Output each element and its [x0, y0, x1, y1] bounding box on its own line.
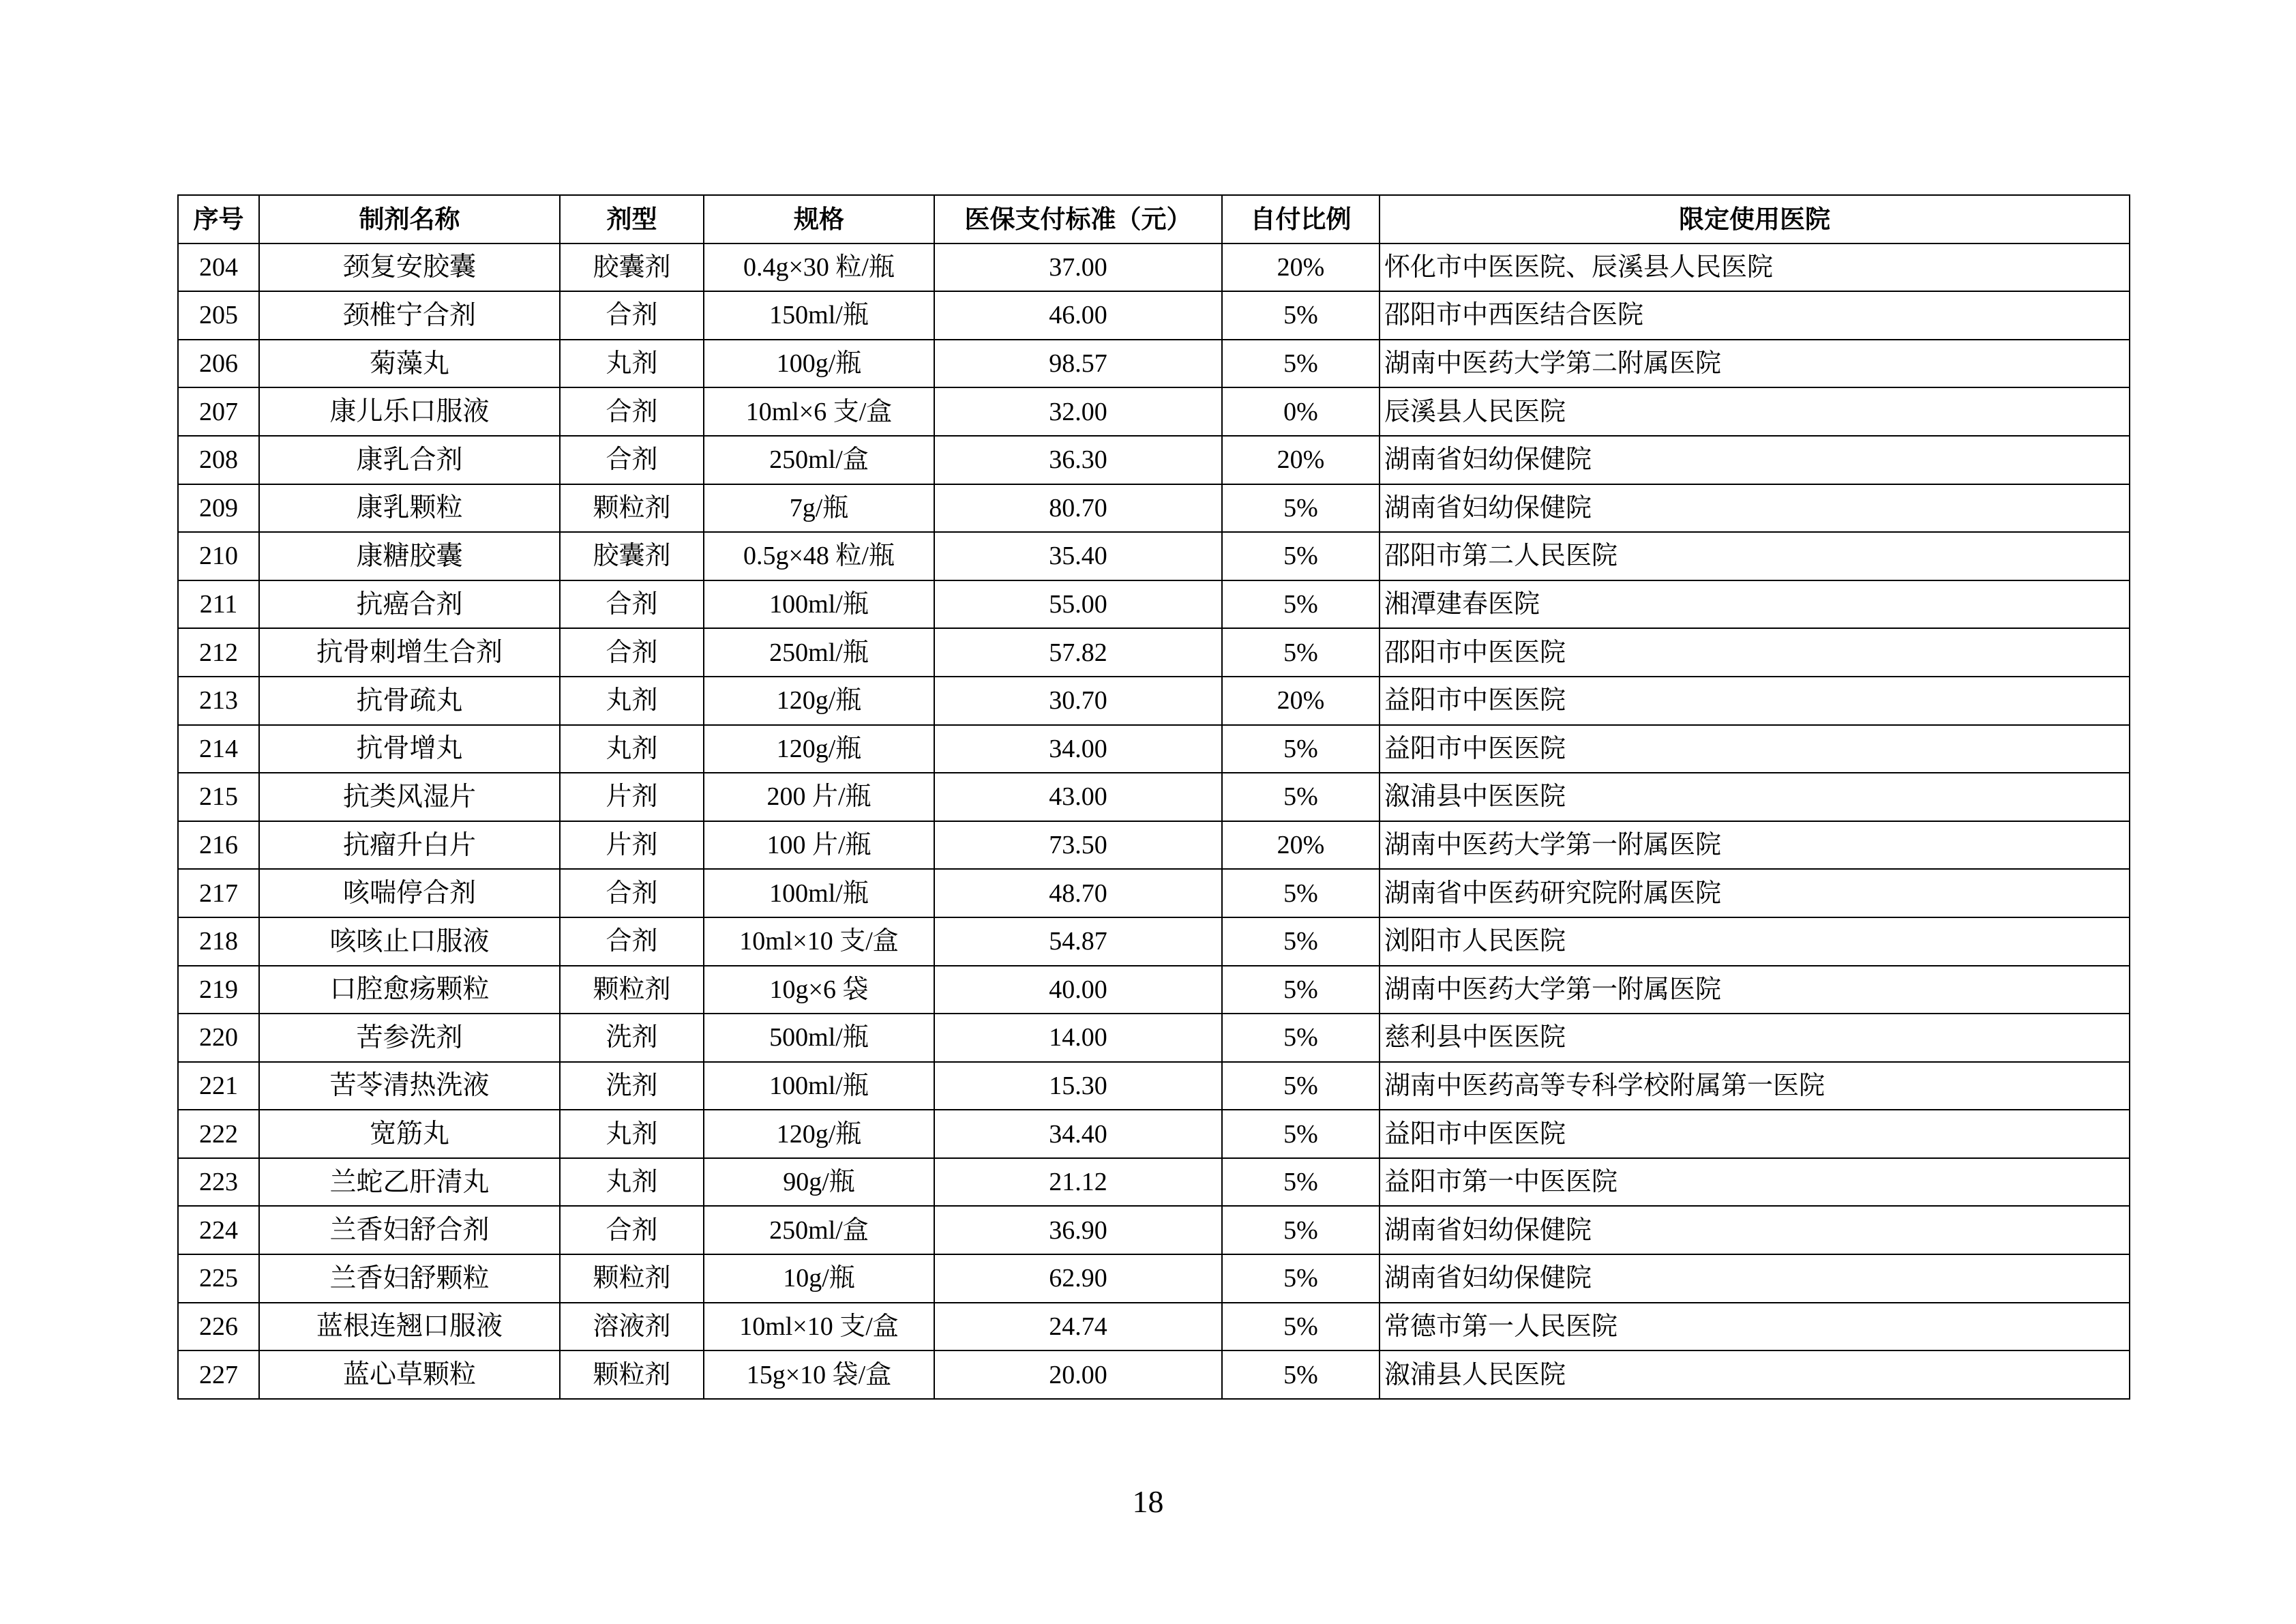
table-row: [178, 966, 2130, 1014]
preparation-name-cell: 颈椎宁合剂: [259, 291, 560, 340]
payment-standard-cell: 24.74: [934, 1303, 1222, 1351]
serial-cell: 205: [178, 291, 259, 340]
designated-hospital-cell: 邵阳市第二人民医院: [1380, 532, 2130, 580]
table-row: [178, 1350, 2130, 1399]
table-body: [178, 243, 2130, 1399]
designated-hospital-cell: 怀化市中医医院、辰溪县人民医院: [1380, 243, 2130, 292]
self-pay-ratio-cell: 5%: [1222, 725, 1380, 773]
table-row: [178, 436, 2130, 484]
designated-hospital-cell: 辰溪县人民医院: [1380, 387, 2130, 436]
dosage-form-cell: 丸剂: [560, 1158, 704, 1207]
dosage-form-cell: 合剂: [560, 436, 704, 484]
payment-standard-cell: 21.12: [934, 1158, 1222, 1207]
dosage-form-cell: 合剂: [560, 1206, 704, 1254]
table-row: [178, 484, 2130, 533]
serial-cell: 224: [178, 1206, 259, 1254]
preparation-name-cell: 康儿乐口服液: [259, 387, 560, 436]
dosage-form-cell: 洗剂: [560, 1062, 704, 1110]
preparation-name-cell: 咳喘停合剂: [259, 869, 560, 917]
specification-cell: 150ml/瓶: [704, 291, 934, 340]
self-pay-ratio-cell: 5%: [1222, 291, 1380, 340]
table-row: [178, 677, 2130, 725]
dosage-form-cell: 颗粒剂: [560, 1254, 704, 1303]
self-pay-ratio-cell: 5%: [1222, 628, 1380, 677]
table-row: [178, 1110, 2130, 1158]
self-pay-ratio-cell: 20%: [1222, 821, 1380, 870]
dosage-form-cell: 片剂: [560, 773, 704, 821]
self-pay-ratio-cell: 5%: [1222, 1303, 1380, 1351]
specification-cell: 250ml/瓶: [704, 628, 934, 677]
specification-cell: 100ml/瓶: [704, 869, 934, 917]
self-pay-ratio-cell: 5%: [1222, 1014, 1380, 1062]
preparation-name-cell: 蓝根连翘口服液: [259, 1303, 560, 1351]
self-pay-ratio-cell: 5%: [1222, 1062, 1380, 1110]
table-header: [178, 195, 2130, 243]
serial-cell: 218: [178, 917, 259, 966]
self-pay-ratio-cell: 20%: [1222, 436, 1380, 484]
preparation-name-cell: 兰香妇舒合剂: [259, 1206, 560, 1254]
payment-standard-cell: 35.40: [934, 532, 1222, 580]
specification-cell: 200 片/瓶: [704, 773, 934, 821]
serial-cell: 217: [178, 869, 259, 917]
col-dosage-form-header: 剂型: [560, 195, 704, 243]
self-pay-ratio-cell: 5%: [1222, 580, 1380, 629]
preparation-name-cell: 康糖胶囊: [259, 532, 560, 580]
serial-cell: 204: [178, 243, 259, 292]
specification-cell: 100 片/瓶: [704, 821, 934, 870]
specification-cell: 10ml×6 支/盒: [704, 387, 934, 436]
preparation-name-cell: 宽筋丸: [259, 1110, 560, 1158]
table-row: [178, 821, 2130, 870]
col-serial-header: 序号: [178, 195, 259, 243]
designated-hospital-cell: 常德市第一人民医院: [1380, 1303, 2130, 1351]
header-row: [178, 195, 2130, 243]
specification-cell: 120g/瓶: [704, 725, 934, 773]
payment-standard-cell: 54.87: [934, 917, 1222, 966]
self-pay-ratio-cell: 5%: [1222, 1350, 1380, 1399]
specification-cell: 500ml/瓶: [704, 1014, 934, 1062]
payment-standard-cell: 20.00: [934, 1350, 1222, 1399]
dosage-form-cell: 合剂: [560, 917, 704, 966]
designated-hospital-cell: 湖南省妇幼保健院: [1380, 1206, 2130, 1254]
serial-cell: 225: [178, 1254, 259, 1303]
designated-hospital-cell: 湖南中医药高等专科学校附属第一医院: [1380, 1062, 2130, 1110]
dosage-form-cell: 颗粒剂: [560, 966, 704, 1014]
preparation-name-cell: 抗癌合剂: [259, 580, 560, 629]
dosage-form-cell: 合剂: [560, 580, 704, 629]
table-row: [178, 387, 2130, 436]
serial-cell: 219: [178, 966, 259, 1014]
table-row: [178, 243, 2130, 292]
designated-hospital-cell: 湖南省妇幼保健院: [1380, 436, 2130, 484]
preparation-name-cell: 抗骨疏丸: [259, 677, 560, 725]
preparation-name-cell: 兰蛇乙肝清丸: [259, 1158, 560, 1207]
specification-cell: 100g/瓶: [704, 340, 934, 388]
serial-cell: 208: [178, 436, 259, 484]
payment-standard-cell: 37.00: [934, 243, 1222, 292]
dosage-form-cell: 颗粒剂: [560, 1350, 704, 1399]
self-pay-ratio-cell: 5%: [1222, 1158, 1380, 1207]
serial-cell: 207: [178, 387, 259, 436]
preparation-name-cell: 颈复安胶囊: [259, 243, 560, 292]
payment-standard-cell: 40.00: [934, 966, 1222, 1014]
serial-cell: 215: [178, 773, 259, 821]
preparation-name-cell: 口腔愈疡颗粒: [259, 966, 560, 1014]
designated-hospital-cell: 邵阳市中医医院: [1380, 628, 2130, 677]
specification-cell: 250ml/盒: [704, 436, 934, 484]
payment-standard-cell: 48.70: [934, 869, 1222, 917]
specification-cell: 100ml/瓶: [704, 580, 934, 629]
payment-standard-cell: 14.00: [934, 1014, 1222, 1062]
table-row: [178, 291, 2130, 340]
payment-standard-cell: 46.00: [934, 291, 1222, 340]
designated-hospital-cell: 慈利县中医医院: [1380, 1014, 2130, 1062]
payment-standard-cell: 80.70: [934, 484, 1222, 533]
specification-cell: 0.5g×48 粒/瓶: [704, 532, 934, 580]
preparation-name-cell: 苦苓清热洗液: [259, 1062, 560, 1110]
specification-cell: 120g/瓶: [704, 1110, 934, 1158]
specification-cell: 10g×6 袋: [704, 966, 934, 1014]
self-pay-ratio-cell: 5%: [1222, 1110, 1380, 1158]
table-row: [178, 1206, 2130, 1254]
page-number: 18: [1132, 1484, 1164, 1519]
serial-cell: 227: [178, 1350, 259, 1399]
serial-cell: 209: [178, 484, 259, 533]
dosage-form-cell: 合剂: [560, 869, 704, 917]
serial-cell: 212: [178, 628, 259, 677]
table-row: [178, 1303, 2130, 1351]
preparation-name-cell: 咳咳止口服液: [259, 917, 560, 966]
serial-cell: 206: [178, 340, 259, 388]
specification-cell: 90g/瓶: [704, 1158, 934, 1207]
serial-cell: 222: [178, 1110, 259, 1158]
preparation-name-cell: 抗瘤升白片: [259, 821, 560, 870]
payment-standard-cell: 73.50: [934, 821, 1222, 870]
col-designated-hospital-header: 限定使用医院: [1380, 195, 2130, 243]
dosage-form-cell: 胶囊剂: [560, 243, 704, 292]
self-pay-ratio-cell: 5%: [1222, 917, 1380, 966]
table-row: [178, 580, 2130, 629]
serial-cell: 210: [178, 532, 259, 580]
table-row: [178, 725, 2130, 773]
self-pay-ratio-cell: 0%: [1222, 387, 1380, 436]
preparation-name-cell: 抗骨刺增生合剂: [259, 628, 560, 677]
payment-standard-cell: 34.00: [934, 725, 1222, 773]
payment-standard-cell: 57.82: [934, 628, 1222, 677]
serial-cell: 216: [178, 821, 259, 870]
designated-hospital-cell: 湘潭建春医院: [1380, 580, 2130, 629]
serial-cell: 221: [178, 1062, 259, 1110]
preparation-name-cell: 康乳合剂: [259, 436, 560, 484]
designated-hospital-cell: 溆浦县中医医院: [1380, 773, 2130, 821]
self-pay-ratio-cell: 5%: [1222, 484, 1380, 533]
designated-hospital-cell: 湖南中医药大学第一附属医院: [1380, 966, 2130, 1014]
self-pay-ratio-cell: 5%: [1222, 1206, 1380, 1254]
formulary-table: [177, 194, 2130, 1400]
payment-standard-cell: 36.90: [934, 1206, 1222, 1254]
dosage-form-cell: 溶液剂: [560, 1303, 704, 1351]
table-row: [178, 1254, 2130, 1303]
payment-standard-cell: 32.00: [934, 387, 1222, 436]
col-payment-standard-header: 医保支付标准（元）: [934, 195, 1222, 243]
table-row: [178, 628, 2130, 677]
specification-cell: 10ml×10 支/盒: [704, 917, 934, 966]
specification-cell: 100ml/瓶: [704, 1062, 934, 1110]
self-pay-ratio-cell: 20%: [1222, 243, 1380, 292]
designated-hospital-cell: 益阳市中医医院: [1380, 1110, 2130, 1158]
specification-cell: 10ml×10 支/盒: [704, 1303, 934, 1351]
specification-cell: 120g/瓶: [704, 677, 934, 725]
dosage-form-cell: 合剂: [560, 291, 704, 340]
designated-hospital-cell: 益阳市第一中医医院: [1380, 1158, 2130, 1207]
table-row: [178, 532, 2130, 580]
payment-standard-cell: 36.30: [934, 436, 1222, 484]
dosage-form-cell: 胶囊剂: [560, 532, 704, 580]
col-specification-header: 规格: [704, 195, 934, 243]
self-pay-ratio-cell: 5%: [1222, 869, 1380, 917]
specification-cell: 10g/瓶: [704, 1254, 934, 1303]
dosage-form-cell: 丸剂: [560, 725, 704, 773]
preparation-name-cell: 兰香妇舒颗粒: [259, 1254, 560, 1303]
designated-hospital-cell: 浏阳市人民医院: [1380, 917, 2130, 966]
specification-cell: 250ml/盒: [704, 1206, 934, 1254]
table-row: [178, 917, 2130, 966]
self-pay-ratio-cell: 5%: [1222, 773, 1380, 821]
designated-hospital-cell: 益阳市中医医院: [1380, 725, 2130, 773]
serial-cell: 211: [178, 580, 259, 629]
col-self-pay-ratio-header: 自付比例: [1222, 195, 1380, 243]
table-row: [178, 1014, 2130, 1062]
self-pay-ratio-cell: 5%: [1222, 340, 1380, 388]
payment-standard-cell: 15.30: [934, 1062, 1222, 1110]
designated-hospital-cell: 湖南中医药大学第一附属医院: [1380, 821, 2130, 870]
table-row: [178, 869, 2130, 917]
dosage-form-cell: 片剂: [560, 821, 704, 870]
payment-standard-cell: 30.70: [934, 677, 1222, 725]
serial-cell: 223: [178, 1158, 259, 1207]
table-row: [178, 773, 2130, 821]
dosage-form-cell: 洗剂: [560, 1014, 704, 1062]
preparation-name-cell: 苦参洗剂: [259, 1014, 560, 1062]
preparation-name-cell: 蓝心草颗粒: [259, 1350, 560, 1399]
table-row: [178, 1158, 2130, 1207]
preparation-name-cell: 抗骨增丸: [259, 725, 560, 773]
designated-hospital-cell: 邵阳市中西医结合医院: [1380, 291, 2130, 340]
serial-cell: 213: [178, 677, 259, 725]
payment-standard-cell: 98.57: [934, 340, 1222, 388]
designated-hospital-cell: 溆浦县人民医院: [1380, 1350, 2130, 1399]
serial-cell: 226: [178, 1303, 259, 1351]
payment-standard-cell: 55.00: [934, 580, 1222, 629]
preparation-name-cell: 康乳颗粒: [259, 484, 560, 533]
self-pay-ratio-cell: 5%: [1222, 966, 1380, 1014]
specification-cell: 15g×10 袋/盒: [704, 1350, 934, 1399]
dosage-form-cell: 丸剂: [560, 340, 704, 388]
self-pay-ratio-cell: 5%: [1222, 532, 1380, 580]
designated-hospital-cell: 益阳市中医医院: [1380, 677, 2130, 725]
serial-cell: 220: [178, 1014, 259, 1062]
payment-standard-cell: 62.90: [934, 1254, 1222, 1303]
payment-standard-cell: 34.40: [934, 1110, 1222, 1158]
dosage-form-cell: 合剂: [560, 387, 704, 436]
col-preparation-name-header: 制剂名称: [259, 195, 560, 243]
table-row: [178, 340, 2130, 388]
specification-cell: 7g/瓶: [704, 484, 934, 533]
preparation-name-cell: 抗类风湿片: [259, 773, 560, 821]
table-row: [178, 1062, 2130, 1110]
dosage-form-cell: 丸剂: [560, 677, 704, 725]
preparation-name-cell: 菊藻丸: [259, 340, 560, 388]
designated-hospital-cell: 湖南省妇幼保健院: [1380, 484, 2130, 533]
designated-hospital-cell: 湖南中医药大学第二附属医院: [1380, 340, 2130, 388]
designated-hospital-cell: 湖南省妇幼保健院: [1380, 1254, 2130, 1303]
specification-cell: 0.4g×30 粒/瓶: [704, 243, 934, 292]
payment-standard-cell: 43.00: [934, 773, 1222, 821]
dosage-form-cell: 颗粒剂: [560, 484, 704, 533]
dosage-form-cell: 丸剂: [560, 1110, 704, 1158]
self-pay-ratio-cell: 20%: [1222, 677, 1380, 725]
self-pay-ratio-cell: 5%: [1222, 1254, 1380, 1303]
serial-cell: 214: [178, 725, 259, 773]
dosage-form-cell: 合剂: [560, 628, 704, 677]
designated-hospital-cell: 湖南省中医药研究院附属医院: [1380, 869, 2130, 917]
